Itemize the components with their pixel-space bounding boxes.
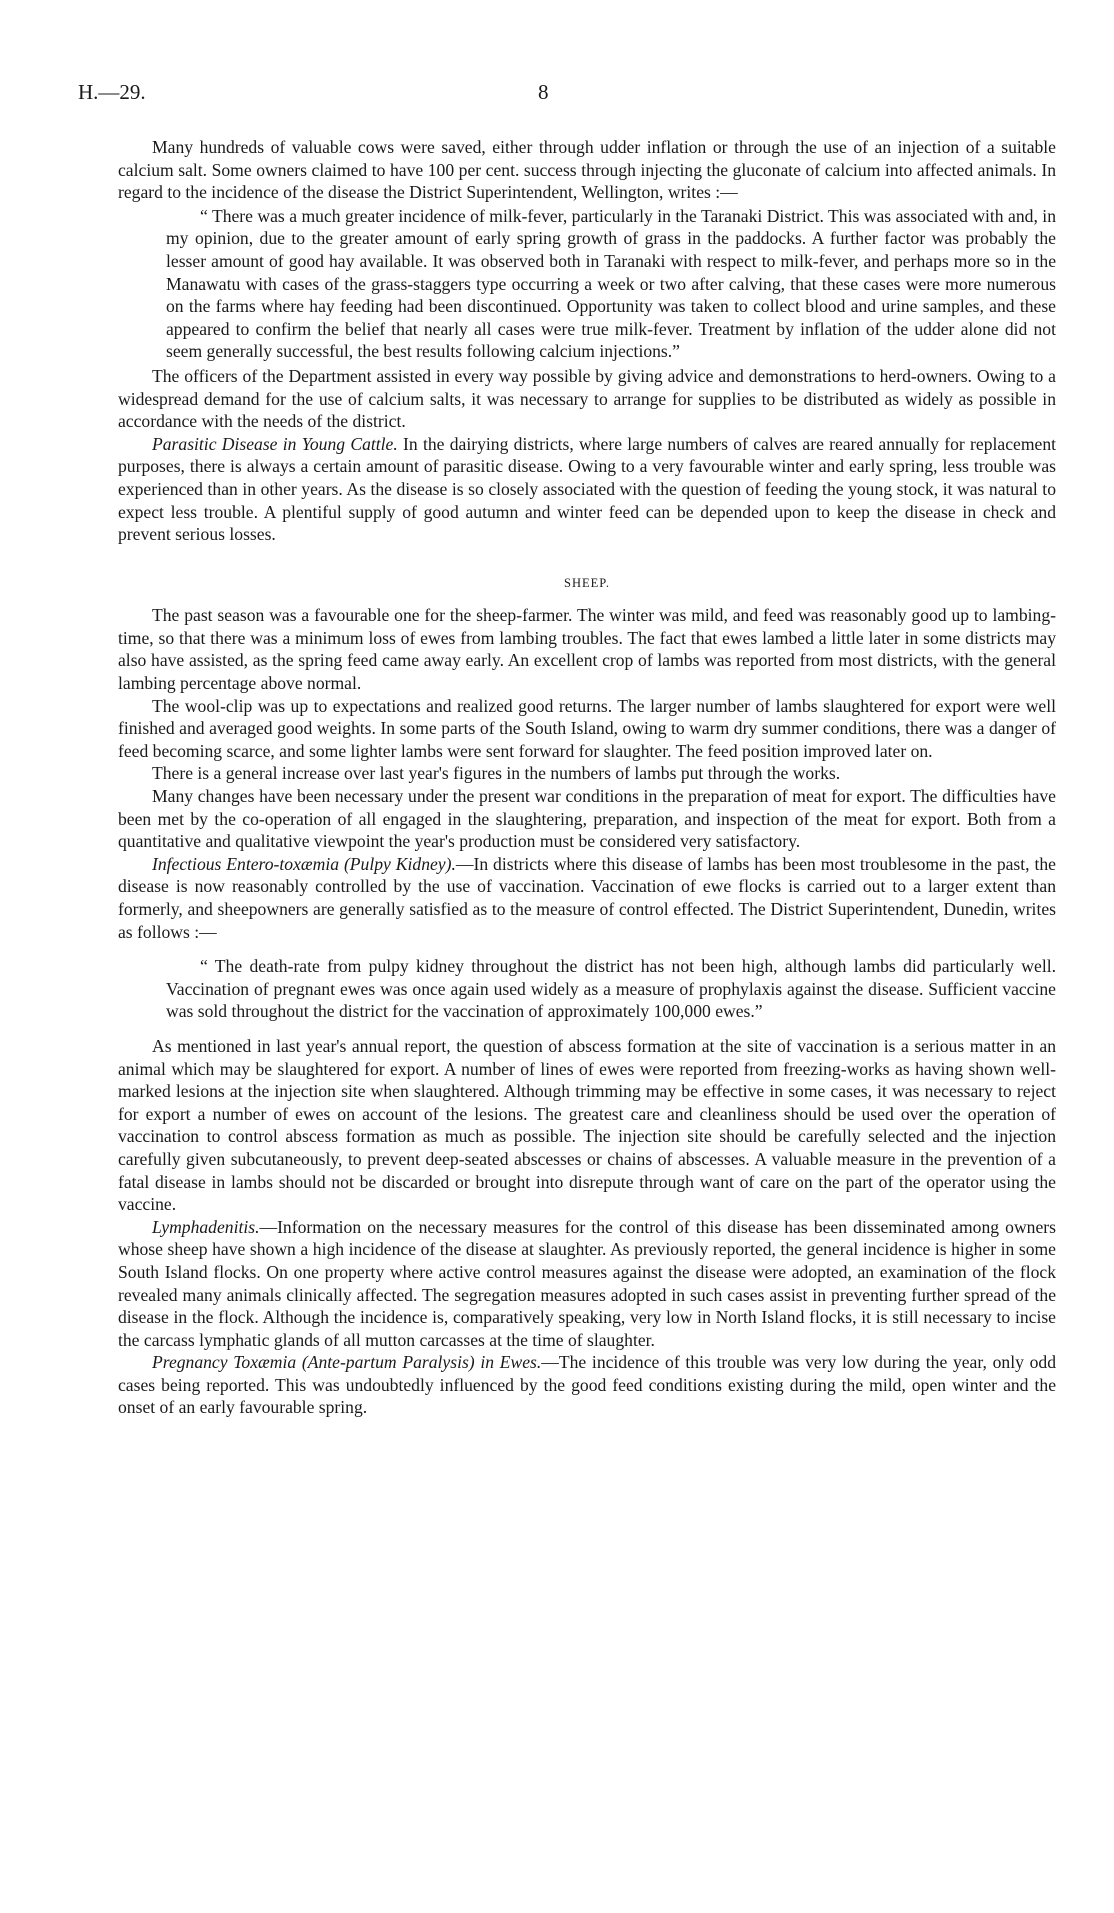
paragraph: The wool-clip was up to expectations and realized good returns. The larger number of lambs slaughtered for export were well finished and averaged good weights. In some parts of the South Island, owing to warm dry summer conditions, there was a danger of feed becoming scarce, and some lighter lambs were sent forward for slaughter. The feed position improved later on.: [118, 695, 1056, 761]
paragraph: [118, 1216, 1056, 1352]
block-quote: “ The death-rate from pulpy kidney throughout the district has not been high, although lambs did particularly well. Vaccination of pregnant ewes was once again used widely as a measure of prophylaxis against the disease. Sufficient vaccine was sold throughout the district for the vaccination of approximately 100,000 ewes.”: [166, 956, 1056, 1022]
paragraph-heading: Lymphadenitis.: [152, 1216, 260, 1237]
paragraph-text: In the dairying districts, where large numbers of calves are reared annually for replacement purposes, there is always a certain amount of parasitic disease. Owing to a very favourable winter and early spring, less trouble was experienced than in other years. As the disease is so closely associated with the question of feeding the young stock, it was natural to expect less trouble. A plentiful supply of good autumn and winter feed can be depended upon to keep the disease in check and prevent serious losses.: [118, 433, 1057, 545]
paragraph-heading: Infectious Entero-toxæmia (Pulpy Kidney).: [152, 853, 456, 874]
paragraph-text: —In districts where this disease of lambs has been most troublesome in the past, the disease is now reasonably controlled by the use of vaccination. Vaccination of ewe flocks is carried out to a larger extent than formerly, and sheepowners are generally satisfied as to the measure of control effected. The District Superintendent, Dunedin, writes as follows :—: [118, 853, 1056, 942]
document-reference: H.—29.: [78, 80, 146, 104]
section-heading: SHEEP.: [564, 575, 610, 590]
block-quote: “ There was a much greater incidence of milk-fever, particularly in the Taranaki District. This was associated with and, in my opinion, due to the greater amount of early spring growth of grass in the paddocks. A further factor was probably the lesser amount of good hay available. It was observed both in Taranaki with respect to milk-fever, and perhaps more so in the Manawatu with cases of the grass-staggers type occurring a week or two after calving, that these cases were more numerous on the farms where hay feeding had been discontinued. Opportunity was taken to collect blood and urine samples, and these appeared to confirm the belief that nearly all cases were true milk-fever. Treatment by inflation of the udder alone did not seem generally successful, the best results following calcium injections.”: [166, 205, 1056, 362]
paragraph: [118, 853, 1056, 943]
page-number: 8: [538, 80, 549, 104]
paragraph-heading: Pregnancy Toxæmia (Ante-partum Paralysis) in Ewes.: [152, 1352, 542, 1373]
paragraph: There is a general increase over last year's figures in the numbers of lambs put through the works.: [152, 763, 841, 784]
paragraph-heading: Parasitic Disease in Young Cattle.: [152, 433, 398, 454]
paragraph: The past season was a favourable one for the sheep-farmer. The winter was mild, and feed was reasonably good up to lambing-time, so that there was a minimum loss of ewes from lambing troubles. The fact that ewes lambed a little later in some districts may also have assisted, as the spring feed came away early. An excellent crop of lambs was reported from most districts, with the general lambing percentage above normal.: [118, 605, 1056, 694]
page-header: [78, 80, 1038, 110]
paragraph: [118, 433, 1056, 546]
paragraph-text: —The incidence of this trouble was very low during the year, only odd cases being reported. This was undoubtedly influenced by the good feed conditions existing during the mild, open winter and the onset of an early favourable spring.: [118, 1352, 1056, 1418]
paragraph: As mentioned in last year's annual report, the question of abscess formation at the site of vaccination is a serious matter in an animal which may be slaughtered for export. A number of lines of ewes were reported from freezing-works as having shown well-marked lesions at the injection site when slaughtered. Although trimming may be effective in some cases, it was necessary to reject for export a number of ewes on account of the lesions. The greatest care and cleanliness should be used over the operation of vaccination to control abscess formation as much as possible. The injection site should be carefully selected and the injection carefully given subcutaneously, to prevent deep-seated abscesses or chains of abscesses. A valuable measure in the prevention of a fatal disease in lambs should not be discarded or brought into disrepute through want of care on the part of the operator using the vaccine.: [118, 1035, 1056, 1215]
document-body: [118, 136, 1056, 1419]
paragraph: The officers of the Department assisted in every way possible by giving advice and demonstrations to herd-owners. Owing to a widespread demand for the use of calcium salts, it was necessary to arrange for supplies to be distributed as widely as possible in accordance with the needs of the district.: [118, 365, 1056, 432]
paragraph: Many changes have been necessary under the present war conditions in the preparation of meat for export. The difficulties have been met by the co-operation of all engaged in the slaughtering, preparation, and inspection of the meat for export. Both from a quantitative and qualitative viewpoint the year's production must be considered very satisfactory.: [118, 786, 1056, 852]
paragraph: [118, 1351, 1056, 1419]
paragraph-text: —Information on the necessary measures for the control of this disease has been disseminated among owners whose sheep have shown a high incidence of the disease at slaughter. As previously reported, the general incidence is higher in some South Island flocks. On one property where active control measures against the disease were adopted, an examination of the flock revealed many animals clinically affected. The segregation measures adopted in such cases assist in preventing further spread of the disease in the flock. Although the incidence is, comparatively speaking, very low in North Island flocks, it is still necessary to incise the carcass lymphatic glands of all mutton carcasses at the time of slaughter.: [118, 1216, 1056, 1350]
paragraph: Many hundreds of valuable cows were saved, either through udder inflation or through the use of an injection of a suitable calcium salt. Some owners claimed to have 100 per cent. success through injecting the gluconate of calcium into affected animals. In regard to the incidence of the disease the District Superintendent, Wellington, writes :—: [118, 137, 1056, 203]
